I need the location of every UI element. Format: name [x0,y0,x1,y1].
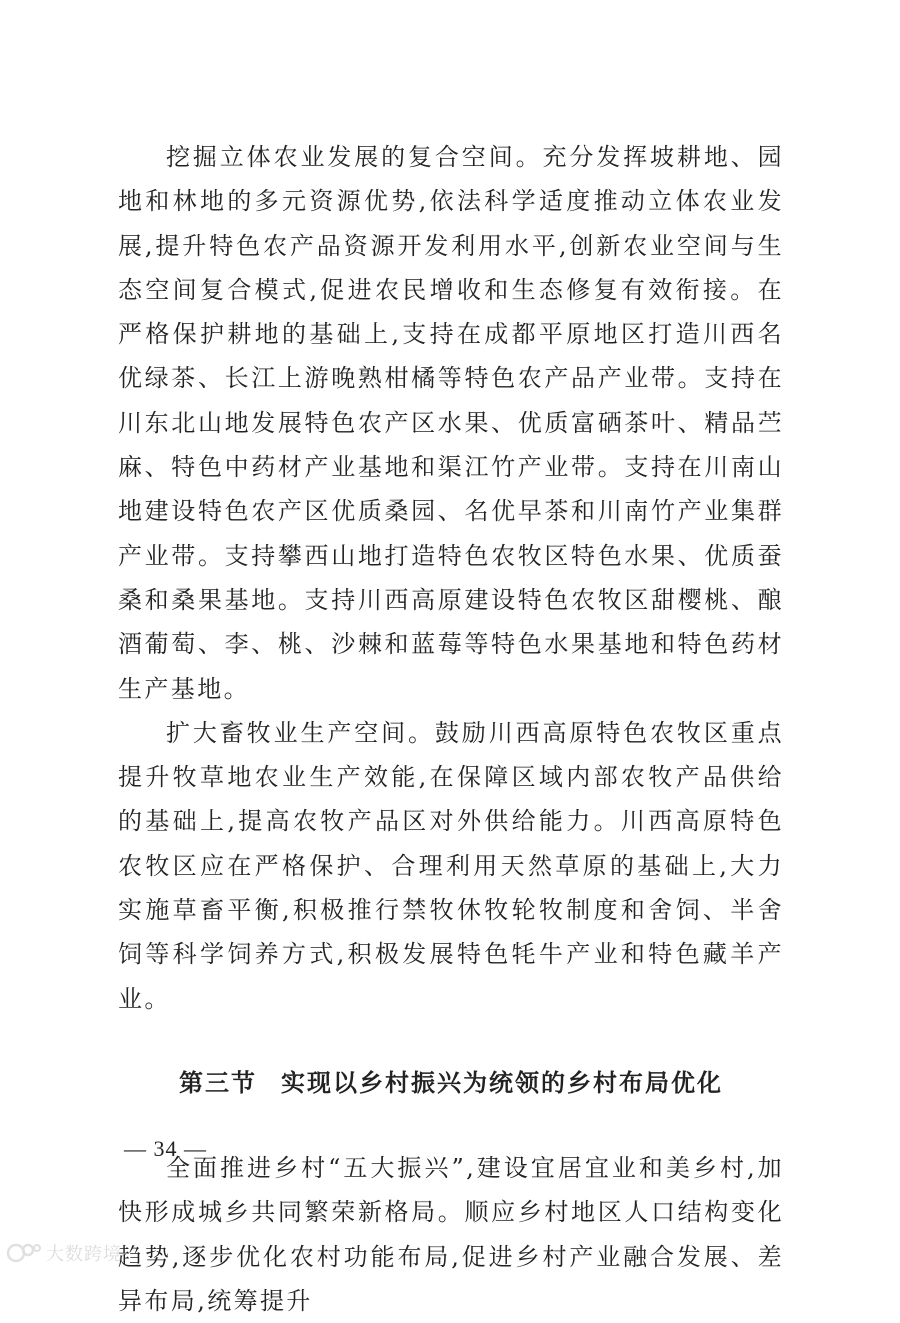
body-paragraph-3: 全面推进乡村“五大振兴”,建设宜居宜业和美乡村,加快形成城乡共同繁荣新格局。顺应乡村地区人口结构变化趋势,逐步优化农村功能布局,促进乡村产业融合发展、差异布局,统筹提升 [118,1153,784,1315]
body-paragraph-1: 挖掘立体农业发展的复合空间。充分发挥坡耕地、园地和林地的多元资源优势,依法科学适度推动立体农业发展,提升特色农产品资源开发利用水平,创新农业空间与生态空间复合模式,促进农民增收和生态修复有效衔接。在严格保护耕地的基础上,支持在成都平原地区打造川西名优绿茶、长江上游晚熟柑橘等特色农产品产业带。支持在川东北山地发展特色农产区水果、优质富硒茶叶、精品苎麻、特色中药材产业基地和渠江竹产业带。支持在川南山地建设特色农产区优质桑园、名优早茶和川南竹产业集群产业带。支持攀西山地打造特色农牧区特色水果、优质蚕桑和桑果基地。支持川西高原建设特色农牧区甜樱桃、酿酒葡萄、李、桃、沙棘和蓝莓等特色水果基地和特色药材生产基地。 [118,143,784,703]
brand-logo-icon [6,1241,42,1265]
section-heading [118,1061,784,1105]
watermark [6,1240,122,1266]
watermark-text: 大数跨境 [46,1244,122,1265]
body-paragraph-2: 扩大畜牧业生产空间。鼓励川西高原特色农牧区重点提升牧草地农业生产效能,在保障区域内部农牧产品供给的基础上,提高农牧产品区对外供给能力。川西高原特色农牧区应在严格保护、合理利用天然草原的基础上,大力实施草畜平衡,积极推行禁牧休牧轮牧制度和舍饲、半舍饲等科学饲养方式,积极发展特色牦牛产业和特色藏羊产业。 [118,718,784,1013]
page-number: — 34 — [124,1136,207,1161]
section-number: 第三节 [179,1068,257,1097]
section-title: 实现以乡村振兴为统领的乡村布局优化 [281,1068,723,1097]
document-page [118,135,784,1323]
